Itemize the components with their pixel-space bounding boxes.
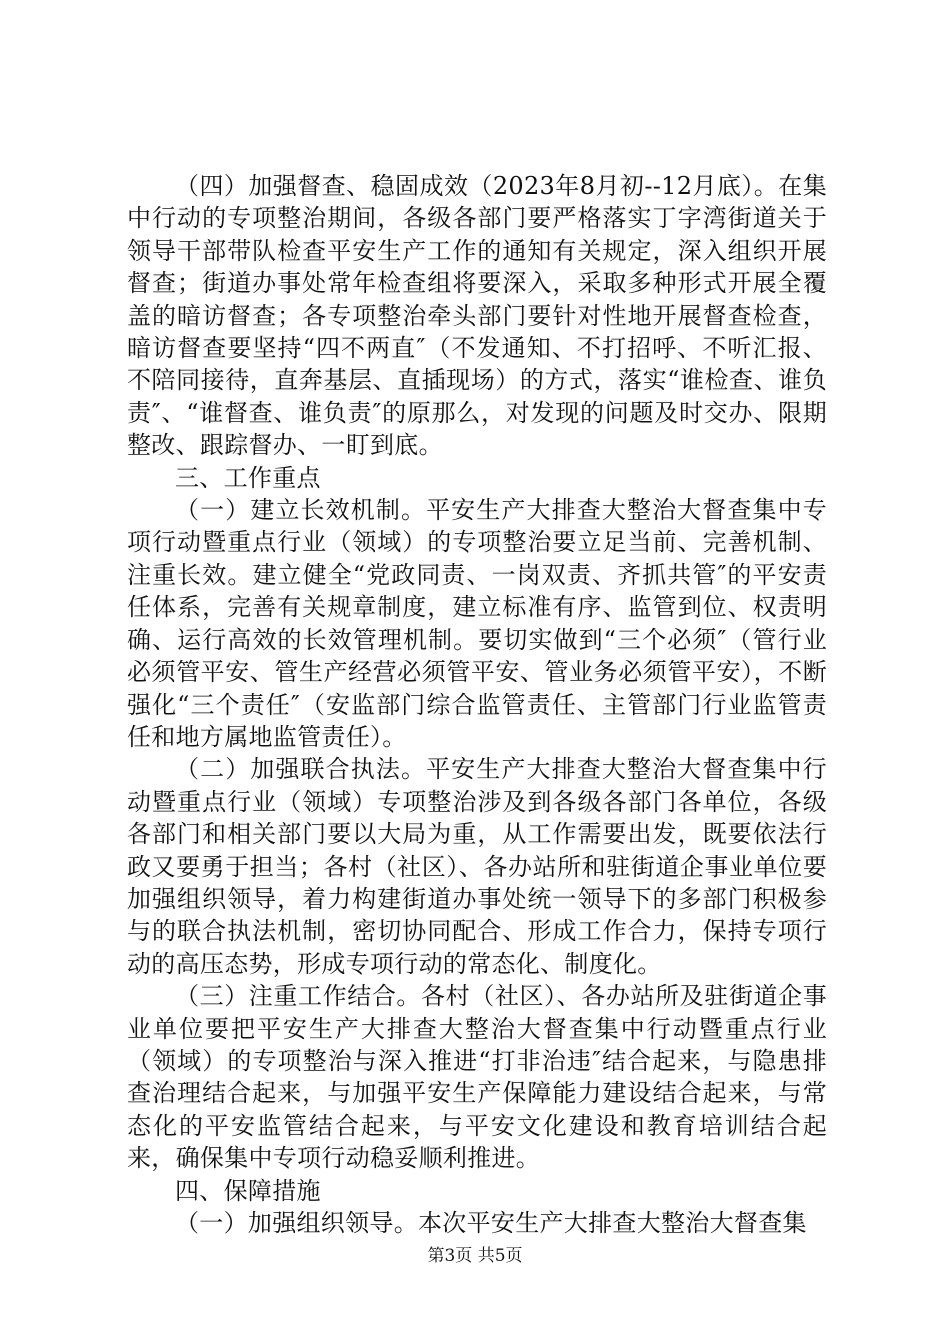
paragraph-supervision: （四）加强督查、稳固成效（2023年8月初--12月底）。在集中行动的专项整治期间，各级各部门要严格落实丁字湾街道关于领导干部带队检查平安生产工作的通知有关规定，深入组织开展督查；街道办事处常年检查组将要深入，采取多种形式开展全覆盖的暗访督查；各专项整治牵头部门要针对性地开展督查检查，暗访督查要坚持“四不两直″（不发通知、不打招呼、不听汇报、不陪同接待，直奔基层、直插现场）的方式，落实“谁检查、谁负责″、“谁督查、谁负责″的原那么，对发现的问题及时交办、限期整改、跟踪督办、一盯到底。: [127, 172, 827, 460]
section-heading-work-focus: 三、工作重点: [175, 463, 321, 492]
paragraph-long-term-mechanism: （一）建立长效机制。平安生产大排查大整治大督查集中专项行动暨重点行业（领域）的专项整治要立足当前、完善机制、注重长效。建立健全“党政同责、一岗双责、齐抓共管″的平安责任体系，完善有关规章制度，建立标准有序、监管到位、权责明确、运行高效的长效管理机制。要切实做到“三个必须″（管行业必须管平安、管生产经营必须管平安、管业务必须管平安），不断强化“三个责任″（安监部门综合监管责任、主管部门行业监管责任和地方属地监管责任）。: [127, 496, 827, 751]
document-body: [127, 170, 827, 1239]
page-number-footer: 第3页 共5页: [427, 1246, 523, 1266]
section-heading-safeguards: 四、保障措施: [175, 1176, 321, 1205]
paragraph-joint-enforcement: （二）加强联合执法。平安生产大排查大整治大督查集中行动暨重点行业（领域）专项整治涉及到各级各部门各单位，各级各部门和相关部门要以大局为重，从工作需要出发，既要依法行政又要勇于担当；各村（社区）、各办站所和驻街道企事业单位要加强组织领导，着力构建街道办事处统一领导下的多部门积极参与的联合执法机制，密切协同配合、形成工作合力，保持专项行动的高压态势，形成专项行动的常态化、制度化。: [127, 755, 827, 978]
paragraph-work-combination: （三）注重工作结合。各村（社区）、各办站所及驻街道企事业单位要把平安生产大排查大整治大督查集中行动暨重点行业（领域）的专项整治与深入推进“打非治违″结合起来，与隐患排查治理结合起来，与加强平安生产保障能力建设结合起来，与常态化的平安监管结合起来，与平安文化建设和教育培训结合起来，确保集中专项行动稳妥顺利推进。: [127, 982, 827, 1173]
paragraph-organization-leadership: （一）加强组织领导。本次平安生产大排查大整治大督查集: [175, 1209, 807, 1237]
